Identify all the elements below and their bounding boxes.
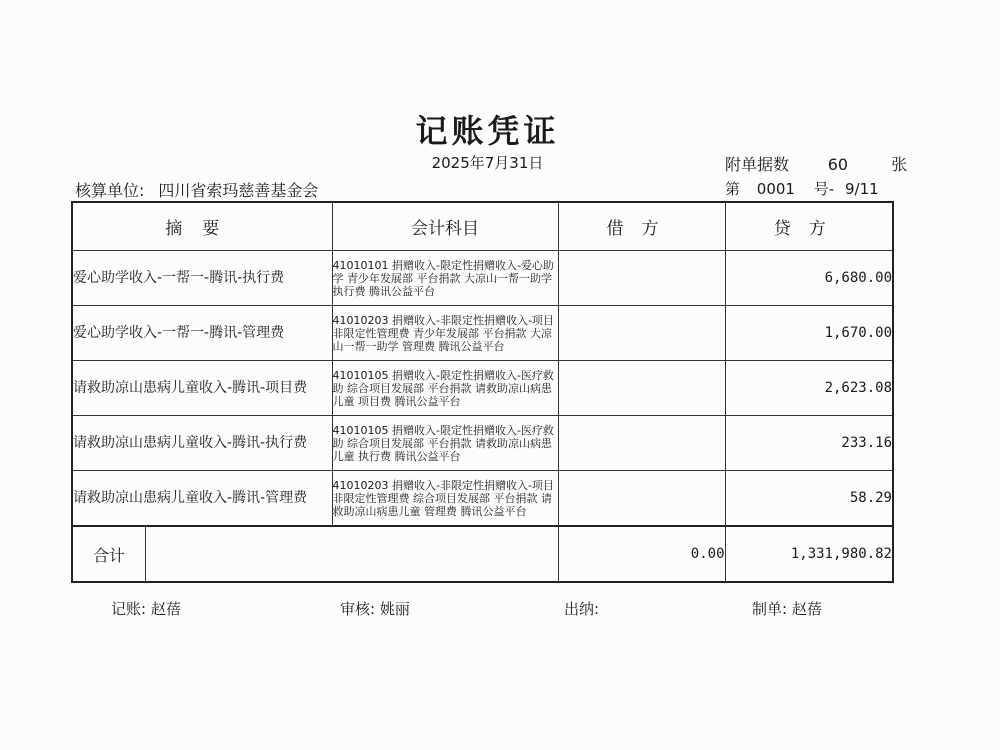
row-credit: 6,680.00	[725, 251, 893, 306]
header-account: 会计科目	[332, 202, 558, 251]
total-row	[72, 526, 893, 582]
row-debit	[558, 416, 725, 471]
accounting-unit-label: 核算单位:	[75, 181, 145, 200]
total-blank	[146, 527, 558, 581]
row-credit: 1,670.00	[725, 306, 893, 361]
voucher-title: 记账凭证	[415, 112, 560, 150]
row-account: 41010105 捐赠收入-限定性捐赠收入-医疗救助 综合项目发展部 平台捐款 请救助凉山病患儿童 执行费 腾讯公益平台	[332, 416, 558, 471]
row-account: 41010105 捐赠收入-限定性捐赠收入-医疗救助 综合项目发展部 平台捐款 请救助凉山病患儿童 项目费 腾讯公益平台	[332, 361, 558, 416]
row-debit	[558, 306, 725, 361]
total-debit: 0.00	[558, 526, 725, 582]
voucher-number	[725, 178, 879, 199]
attachments-label: 附单据数	[725, 155, 790, 174]
attachments-unit: 张	[891, 155, 908, 174]
table-row	[72, 361, 893, 416]
row-credit: 2,623.08	[725, 361, 893, 416]
voucher-number-prefix: 第	[725, 180, 741, 198]
cashier: 出纳:	[564, 600, 600, 618]
attachments-count: 60	[827, 155, 849, 174]
table-header-row	[72, 202, 893, 251]
row-credit: 58.29	[725, 471, 893, 527]
row-summary: 爱心助学收入-一帮一-腾讯-管理费	[72, 306, 332, 361]
table-row	[72, 306, 893, 361]
attachments-info	[725, 152, 907, 175]
voucher-table	[71, 201, 894, 583]
voucher-date: 2025年7月31日	[431, 154, 544, 172]
total-credit: 1,331,980.82	[725, 526, 893, 582]
row-debit	[558, 471, 725, 527]
row-account: 41010203 捐赠收入-非限定性捐赠收入-项目非限定性管理费 青少年发展部 平台捐款 大凉山一帮一助学 管理费 腾讯公益平台	[332, 306, 558, 361]
preparer: 制单: 赵蓓	[752, 600, 822, 618]
voucher-number-value: 0001	[756, 180, 795, 198]
row-summary: 请救助凉山患病儿童收入-腾讯-管理费	[72, 471, 332, 527]
total-label-cell	[72, 526, 558, 582]
header-summary: 摘要	[72, 202, 332, 251]
header-credit: 贷方	[725, 202, 893, 251]
row-debit	[558, 251, 725, 306]
row-credit: 233.16	[725, 416, 893, 471]
total-label: 合计	[73, 527, 146, 581]
voucher-page-number: 9/11	[844, 180, 879, 198]
row-summary: 请救助凉山患病儿童收入-腾讯-执行费	[72, 416, 332, 471]
header-debit: 借方	[558, 202, 725, 251]
table-row	[72, 251, 893, 306]
row-debit	[558, 361, 725, 416]
table-row	[72, 471, 893, 527]
row-summary: 爱心助学收入-一帮一-腾讯-执行费	[72, 251, 332, 306]
table-row	[72, 416, 893, 471]
row-summary: 请救助凉山患病儿童收入-腾讯-项目费	[72, 361, 332, 416]
row-account: 41010101 捐赠收入-限定性捐赠收入-爱心助学 青少年发展部 平台捐款 大凉山一帮一助学 执行费 腾讯公益平台	[332, 251, 558, 306]
accounting-unit	[75, 178, 318, 201]
accounting-unit-name: 四川省索玛慈善基金会	[158, 181, 319, 200]
voucher-number-suffix: 号-	[813, 180, 835, 198]
row-account: 41010203 捐赠收入-非限定性捐赠收入-项目非限定性管理费 综合项目发展部 平台捐款 请救助凉山病患儿童 管理费 腾讯公益平台	[332, 471, 558, 527]
bookkeeper: 记账: 赵蓓	[111, 600, 181, 618]
auditor: 审核: 姚丽	[340, 600, 410, 618]
